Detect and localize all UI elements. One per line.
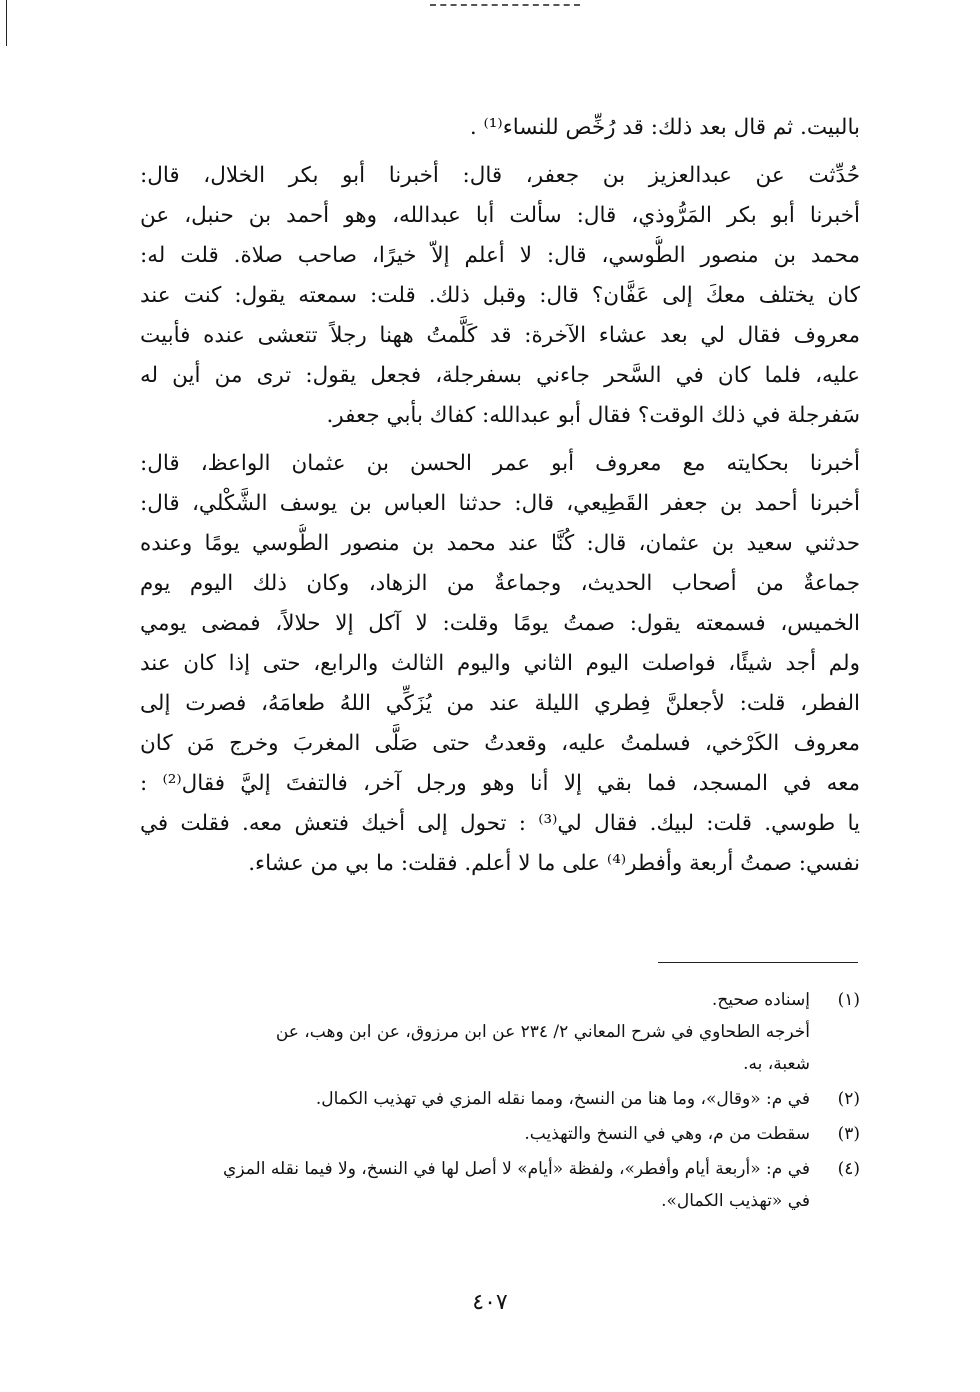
footnote [140,984,860,1080]
page-number: ٤٠٧ [472,1290,508,1315]
text-line: كان يختلف معكَ إلى عَفَّان؟ قال: وقبل ذلك. قلت: سمعته يقول: كنت عند [140,283,860,308]
text-line: سَفرجلة في ذلك الوقت؟ فقال أبو عبدالله: كفاك بأبي جعفر. [326,403,860,428]
text-line: الخميس، فسمعته يقول: صمتُ يومًا وقلت: لا آكل إلا حلالاً، فمضى يومي [140,611,860,636]
footnote [140,1118,860,1150]
footnote-body [140,1083,810,1115]
top-scan-marks [430,4,580,8]
paragraph-1 [140,108,860,148]
footnote-divider [658,962,858,963]
footnote-body [140,984,810,1080]
footnote-body [140,1153,810,1217]
footnote-line: إسناده صحيح. [711,990,810,1010]
main-text [140,108,860,884]
footnote-line: سقطت من م، وهي في النسخ والتهذيب. [524,1124,810,1144]
text-line: بالبيت. ثم قال بعد ذلك: قد رُخِّص للنساء⁽¹⁾ . [469,115,860,140]
text-line: جماعةٌ من أصحاب الحديث، وجماعةٌ من الزهاد، وكان ذلك اليوم يوم [140,571,860,596]
footnote-number: (١) [837,990,860,1010]
footnote-line: شعبة، به. [743,1054,810,1074]
text-line: أخبرنا بحكايته مع معروف أبو عمر الحسن بن عثمان الواعظ، قال: [140,451,860,476]
text-line: حُدِّثت عن عبدالعزيز بن جعفر، قال: أخبرنا أبو بكر الخلال، قال: [140,163,860,188]
paragraph-3 [140,444,860,884]
footnote-number: (٢) [837,1089,860,1109]
text-line: عليه، فلما كان في السَّحر جاءني بسفرجلة، فجعل يقول: ترى من أين له [140,363,860,388]
text-line: معروف فقال لي بعد عشاء الآخرة: قد كَلَّمتُ ههنا رجلاً تتعشى عنده فأبيت [140,323,860,348]
footnote-line: في م: «أربعة أيام وأفطر»، ولفظة «أيام» لا أصل لها في النسخ، ولا فيما نقله المزي [223,1159,810,1179]
text-line: أخبرنا أبو بكر المَرُّوذي، قال: سألت أبا عبدالله، وهو أحمد بن حنبل، عن [140,203,860,228]
text-line: محمد بن منصور الطُّوسي، قال: لا أعلم إلاّ خيرًا، صاحب صلاة. قلت له: [140,243,860,268]
footnote-line: في م: «وقال»، وما هنا من النسخ، ومما نقله المزي في تهذيب الكمال. [315,1089,810,1109]
footnote-line: في «تهذيب الكمال». [661,1191,810,1211]
footnote-number: (٤) [837,1159,860,1179]
footnote [140,1153,860,1217]
footnote-number: (٣) [837,1124,860,1144]
footnote-body [140,1118,810,1150]
footnote-line: أخرجه الطحاوي في شرح المعاني ٢/ ٢٣٤ عن ابن مرزوق، عن ابن وهب، عن [275,1022,810,1042]
footnotes [140,984,860,1220]
text-line: يا طوسي. قلت: لبيك. فقال لي⁽³⁾ : تحول إلى أخيك فتعش معه. فقلت في [140,811,860,836]
text-line: معه في المسجد، فما بقي إلا أنا وهو ورجل آخر، فالتفتَ إليَّ فقال⁽²⁾ : [140,771,860,796]
text-line: نفسي: صمتُ أربعة وأفطر⁽⁴⁾ على ما لا أعلم. فقلت: ما بي من عشاء. [248,851,860,876]
text-line: معروف الكَرْخي، فسلمتُ عليه، وقعدتُ حتى صَلَّى المغربَ وخرج مَن كان [140,731,860,756]
paragraph-2 [140,156,860,436]
footnote [140,1083,860,1115]
text-line: ولم أجد شيئًا، فواصلت اليوم الثاني واليوم الثالث والرابع، حتى إذا كان عند [140,651,860,676]
text-line: الفطر، قلت: لأجعلنَّ فِطري الليلة عند من يُزَكِّي اللهُ طعامَهُ، فصرت إلى [140,691,860,716]
margin-tick [6,0,7,46]
text-line: أخبرنا أحمد بن جعفر القَطِيعي، قال: حدثنا العباس بن يوسف الشَّكْلي، قال: [140,491,860,516]
text-line: حدثني سعيد بن عثمان، قال: كُنَّا عند محمد بن منصور الطُّوسي يومًا وعنده [140,531,860,556]
